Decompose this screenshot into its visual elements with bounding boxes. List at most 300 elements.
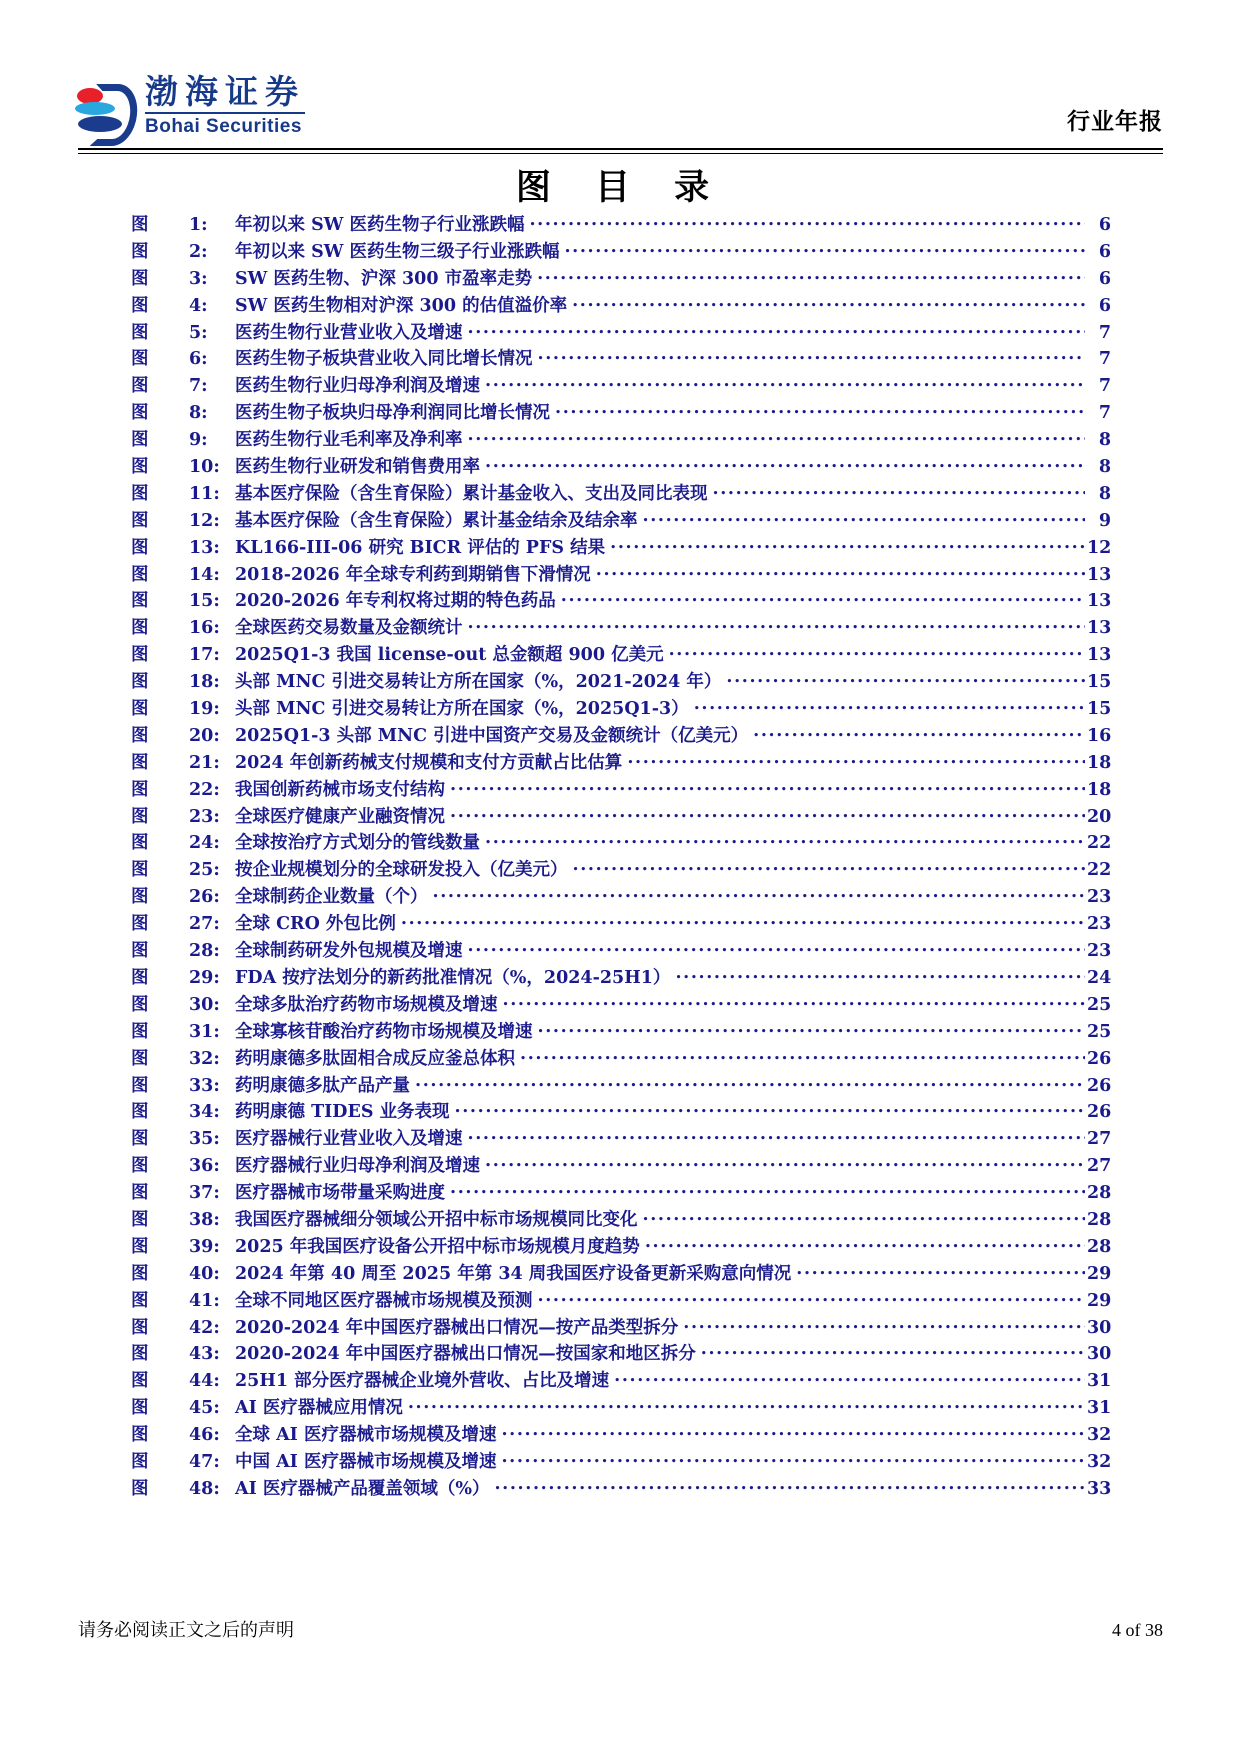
toc-entry-page: 31 xyxy=(1087,1371,1112,1392)
toc-entry-prefix: 图 xyxy=(131,215,149,235)
toc-entry-prefix: 图 xyxy=(131,1156,149,1177)
toc-entry-number: 18: xyxy=(189,672,220,693)
toc-entry-page: 15 xyxy=(1087,672,1112,693)
toc-entry-page: 30 xyxy=(1087,1344,1112,1365)
toc-entry-number: 5: xyxy=(189,322,208,343)
toc-entry-label: 全球不同地区医疗器械市场规模及预测 xyxy=(235,1290,533,1311)
toc-entry-number: 4: xyxy=(189,295,208,316)
toc-entry[interactable] xyxy=(131,614,1111,641)
toc-entry-page: 28 xyxy=(1087,1183,1112,1204)
toc-entry-number: 9: xyxy=(189,430,208,451)
toc-entry-number: 45: xyxy=(189,1398,220,1419)
toc-entry-prefix: 图 xyxy=(131,1102,149,1123)
toc-entry-label: 头部 MNC 引进交易转让方所在国家（%，2025Q1-3） xyxy=(235,699,689,720)
toc-entry-leader-dots xyxy=(538,1288,1086,1306)
toc-entry-number: 33: xyxy=(189,1075,220,1096)
toc-entry-number: 8: xyxy=(189,403,208,424)
toc-entry-leader-dots xyxy=(713,481,1086,499)
toc-entry-leader-dots xyxy=(564,239,1085,257)
toc-entry-prefix: 图 xyxy=(131,1075,149,1096)
toc-entry-number: 39: xyxy=(189,1236,220,1257)
toc-entry-label: 2025 年我国医疗设备公开招中标市场规模月度趋势 xyxy=(235,1236,640,1257)
toc-entry-number: 40: xyxy=(189,1263,220,1284)
toc-entry-label: 全球医药交易数量及金额统计 xyxy=(235,618,463,639)
toc-entry-prefix: 图 xyxy=(131,699,149,720)
toc-entry-page: 23 xyxy=(1087,914,1112,935)
toc-entry-number: 47: xyxy=(189,1451,220,1472)
toc-entry-leader-dots xyxy=(675,965,1085,983)
toc-entry[interactable] xyxy=(131,803,1111,830)
toc-entry-prefix: 图 xyxy=(131,1290,149,1311)
toc-entry-leader-dots xyxy=(555,401,1085,419)
toc-entry-label: 我国医疗器械细分领域公开招中标市场规模同比变化 xyxy=(235,1209,638,1230)
toc-entry-number: 11: xyxy=(189,483,220,504)
toc-entry-prefix: 图 xyxy=(131,1048,149,1069)
toc-entry-prefix: 图 xyxy=(131,1263,149,1284)
toc-entry-prefix: 图 xyxy=(131,887,149,908)
toc-entry-page: 26 xyxy=(1087,1075,1112,1096)
toc-entry-label: 全球医疗健康产业融资情况 xyxy=(235,806,445,827)
toc-entry-page: 29 xyxy=(1087,1290,1112,1311)
toc-entry-number: 27: xyxy=(189,914,220,935)
toc-entry-leader-dots xyxy=(529,213,1085,231)
toc-entry-page: 13 xyxy=(1087,645,1112,666)
toc-entry-leader-dots xyxy=(573,858,1086,876)
toc-entry-prefix: 图 xyxy=(131,430,149,451)
toc-entry-prefix: 图 xyxy=(131,1183,149,1204)
toc-entry-prefix: 图 xyxy=(131,1425,149,1446)
toc-entry[interactable] xyxy=(131,1233,1111,1260)
toc-entry-prefix: 图 xyxy=(131,672,149,693)
toc-entry-leader-dots xyxy=(596,562,1085,580)
toc-entry-prefix: 图 xyxy=(131,1209,149,1230)
toc-entry-page: 18 xyxy=(1087,752,1112,773)
toc-entry-number: 43: xyxy=(189,1344,220,1365)
toc-entry-page: 6 xyxy=(1098,295,1111,316)
toc-entry-page: 13 xyxy=(1087,591,1112,612)
toc-entry-page: 32 xyxy=(1087,1425,1112,1446)
toc-entry-leader-dots xyxy=(501,1423,1085,1441)
toc-entry-leader-dots xyxy=(726,670,1085,688)
toc-entry[interactable] xyxy=(131,1152,1111,1179)
toc-entry-number: 2: xyxy=(189,241,208,262)
logo-wordmark xyxy=(145,72,305,138)
toc-entry-label: 药明康德多肽产品产量 xyxy=(235,1075,410,1096)
toc-entry-label: 医药生物行业毛利率及净利率 xyxy=(235,430,463,451)
toc-entry-page: 6 xyxy=(1098,241,1111,262)
toc-entry[interactable] xyxy=(131,480,1111,507)
toc-entry[interactable] xyxy=(131,1260,1111,1287)
toc-entry-label: 药明康德 TIDES 业务表现 xyxy=(235,1102,450,1123)
toc-entry-label: 年初以来 SW 医药生物三级子行业涨跌幅 xyxy=(235,241,560,262)
toc-entry-label: 医药生物行业归母净利润及增速 xyxy=(235,376,480,397)
toc-entry-label: 年初以来 SW 医药生物子行业涨跌幅 xyxy=(235,215,525,235)
toc-entry-page: 7 xyxy=(1098,322,1111,343)
toc-entry-number: 14: xyxy=(189,564,220,585)
logo-divider xyxy=(145,112,305,114)
toc-entry[interactable] xyxy=(131,695,1111,722)
company-logo xyxy=(75,72,305,138)
toc-entry-page: 6 xyxy=(1098,268,1111,289)
toc-entry-number: 12: xyxy=(189,510,220,531)
toc-entry-label: 2024 年创新药械支付规模和支付方贡献占比估算 xyxy=(235,752,623,773)
toc-entry[interactable] xyxy=(131,856,1111,883)
toc-entry-leader-dots xyxy=(627,750,1085,768)
toc-entry-prefix: 图 xyxy=(131,322,149,343)
toc-entry-label: 全球制药研发外包规模及增速 xyxy=(235,941,463,962)
toc-entry-page: 13 xyxy=(1087,618,1112,639)
toc-entry[interactable] xyxy=(131,587,1111,614)
toc-entry-page: 9 xyxy=(1098,510,1111,531)
toc-entry-leader-dots xyxy=(485,455,1085,473)
toc-entry-page: 18 xyxy=(1087,779,1112,800)
toc-entry[interactable] xyxy=(131,722,1111,749)
toc-entry-number: 16: xyxy=(189,618,220,639)
toc-entry-leader-dots xyxy=(796,1261,1085,1279)
toc-entry-prefix: 图 xyxy=(131,967,149,988)
toc-entry-leader-dots xyxy=(701,1342,1085,1360)
toc-entry-page: 6 xyxy=(1098,215,1111,235)
toc-entry-number: 30: xyxy=(189,994,220,1015)
toc-entry-page: 33 xyxy=(1087,1478,1112,1499)
toc-entry-leader-dots xyxy=(520,1046,1085,1064)
toc-entry-leader-dots xyxy=(503,992,1086,1010)
toc-entry[interactable] xyxy=(131,668,1111,695)
toc-entry-number: 7: xyxy=(189,376,208,397)
toc-entry-leader-dots xyxy=(643,508,1086,526)
toc-entry-label: FDA 按疗法划分的新药批准情况（%，2024-25H1） xyxy=(235,967,671,988)
toc-entry[interactable] xyxy=(131,399,1111,426)
toc-entry[interactable] xyxy=(131,453,1111,480)
toc-entry-label: AI 医疗器械产品覆盖领域（%） xyxy=(235,1478,490,1499)
toc-entry-leader-dots xyxy=(645,1234,1085,1252)
toc-entry-leader-dots xyxy=(669,643,1085,661)
toc-entry-prefix: 图 xyxy=(131,1344,149,1365)
toc-entry-number: 35: xyxy=(189,1129,220,1150)
toc-entry-page: 24 xyxy=(1087,967,1112,988)
toc-entry-page: 7 xyxy=(1098,376,1111,397)
toc-entry[interactable] xyxy=(131,534,1111,561)
toc-entry[interactable] xyxy=(131,1367,1111,1394)
toc-entry-page: 7 xyxy=(1098,349,1111,370)
toc-entry-page: 25 xyxy=(1087,1021,1112,1042)
toc-entry-prefix: 图 xyxy=(131,564,149,585)
toc-entry[interactable] xyxy=(131,883,1111,910)
toc-entry-prefix: 图 xyxy=(131,806,149,827)
toc-entry-prefix: 图 xyxy=(131,1236,149,1257)
toc-entry-page: 25 xyxy=(1087,994,1112,1015)
bohai-logo-mark-icon xyxy=(75,82,137,138)
toc-entry-leader-dots xyxy=(433,885,1086,903)
toc-entry-prefix: 图 xyxy=(131,1478,149,1499)
toc-entry-number: 6: xyxy=(189,349,208,370)
toc-entry-number: 10: xyxy=(189,457,220,478)
toc-entry-prefix: 图 xyxy=(131,1451,149,1472)
toc-entry-prefix: 图 xyxy=(131,295,149,316)
toc-entry-leader-dots xyxy=(683,1315,1085,1333)
logo-chinese-name: 渤海证券 xyxy=(145,72,305,112)
toc-entry-prefix: 图 xyxy=(131,241,149,262)
toc-entry[interactable] xyxy=(131,211,1111,238)
toc-entry[interactable] xyxy=(131,507,1111,534)
toc-entry-leader-dots xyxy=(538,1019,1086,1037)
toc-entry-number: 3: xyxy=(189,268,208,289)
toc-entry[interactable] xyxy=(131,1314,1111,1341)
toc-entry-number: 32: xyxy=(189,1048,220,1069)
toc-entry-prefix: 图 xyxy=(131,591,149,612)
footer-disclaimer: 请务必阅读正文之后的声明 xyxy=(78,1620,294,1641)
toc-entry-label: 2020-2026 年专利权将过期的特色药品 xyxy=(235,591,556,612)
toc-entry[interactable] xyxy=(131,1179,1111,1206)
toc-entry-number: 1: xyxy=(189,215,208,235)
toc-entry-prefix: 图 xyxy=(131,376,149,397)
toc-entry-label: 全球多肽治疗药物市场规模及增速 xyxy=(235,994,498,1015)
toc-entry-page: 22 xyxy=(1087,860,1112,881)
toc-entry-leader-dots xyxy=(494,1476,1085,1494)
toc-entry[interactable] xyxy=(131,1018,1111,1045)
toc-entry-leader-dots xyxy=(694,697,1085,715)
toc-entry-page: 7 xyxy=(1098,403,1111,424)
toc-entry-leader-dots xyxy=(501,1449,1085,1467)
toc-entry-label: 医药生物行业营业收入及增速 xyxy=(235,322,463,343)
toc-entry[interactable] xyxy=(131,1448,1111,1475)
footer-page-number: 4 of 38 xyxy=(1112,1620,1163,1640)
toc-entry-leader-dots xyxy=(468,320,1086,338)
toc-entry[interactable] xyxy=(131,776,1111,803)
toc-entry-number: 44: xyxy=(189,1371,220,1392)
toc-entry-prefix: 图 xyxy=(131,403,149,424)
toc-entry[interactable] xyxy=(131,426,1111,453)
toc-entry-page: 30 xyxy=(1087,1317,1112,1338)
toc-entry-number: 26: xyxy=(189,887,220,908)
toc-entry-number: 42: xyxy=(189,1317,220,1338)
toc-entry-prefix: 图 xyxy=(131,349,149,370)
toc-entry-prefix: 图 xyxy=(131,645,149,666)
toc-entry-leader-dots xyxy=(450,804,1085,822)
toc-entry-leader-dots xyxy=(614,1369,1085,1387)
toc-entry[interactable] xyxy=(131,1475,1111,1502)
toc-entry-label: 按企业规模划分的全球研发投入（亿美元） xyxy=(235,860,568,881)
toc-entry[interactable] xyxy=(131,964,1111,991)
toc-entry-label: 全球制药企业数量（个） xyxy=(235,887,428,908)
toc-entry-label: 2020-2024 年中国医疗器械出口情况—按国家和地区拆分 xyxy=(235,1344,696,1365)
toc-entry-prefix: 图 xyxy=(131,510,149,531)
toc-entry-leader-dots xyxy=(572,293,1085,311)
toc-entry-label: 基本医疗保险（含生育保险）累计基金收入、支出及同比表现 xyxy=(235,483,708,504)
toc-entry-prefix: 图 xyxy=(131,914,149,935)
toc-entry-label: 药明康德多肽固相合成反应釜总体积 xyxy=(235,1048,515,1069)
toc-entry-leader-dots xyxy=(468,616,1086,634)
toc-entry-number: 19: xyxy=(189,699,220,720)
toc-entry[interactable] xyxy=(131,749,1111,776)
toc-entry[interactable] xyxy=(131,1098,1111,1125)
toc-entry-number: 28: xyxy=(189,941,220,962)
toc-entry-number: 34: xyxy=(189,1102,220,1123)
toc-entry-prefix: 图 xyxy=(131,1317,149,1338)
toc-entry[interactable] xyxy=(131,345,1111,372)
toc-entry-page: 16 xyxy=(1087,725,1112,746)
toc-entry-prefix: 图 xyxy=(131,1371,149,1392)
toc-entry-page: 27 xyxy=(1087,1156,1112,1177)
toc-entry-number: 36: xyxy=(189,1156,220,1177)
toc-entry-leader-dots xyxy=(450,777,1085,795)
toc-entry-label: 医药生物行业研发和销售费用率 xyxy=(235,457,480,478)
toc-entry-number: 22: xyxy=(189,779,220,800)
toc-entry-number: 17: xyxy=(189,645,220,666)
toc-entry-label: 医疗器械行业营业收入及增速 xyxy=(235,1129,463,1150)
toc-entry[interactable] xyxy=(131,265,1111,292)
toc-entry-label: 25H1 部分医疗器械企业境外营收、占比及增速 xyxy=(235,1371,610,1392)
toc-entry-leader-dots xyxy=(485,1154,1085,1172)
toc-entry-label: 医疗器械市场带量采购进度 xyxy=(235,1183,445,1204)
toc-entry-number: 48: xyxy=(189,1478,220,1499)
toc-entry-prefix: 图 xyxy=(131,860,149,881)
toc-entry[interactable] xyxy=(131,1287,1111,1314)
toc-entry[interactable] xyxy=(131,1125,1111,1152)
toc-entry-page: 28 xyxy=(1087,1236,1112,1257)
toc-entry-page: 26 xyxy=(1087,1102,1112,1123)
toc-entry[interactable] xyxy=(131,1045,1111,1072)
figure-table-of-contents xyxy=(131,211,1111,1502)
toc-entry-leader-dots xyxy=(485,831,1085,849)
toc-entry-number: 31: xyxy=(189,1021,220,1042)
toc-entry-leader-dots xyxy=(415,1073,1085,1091)
toc-entry-leader-dots xyxy=(538,347,1086,365)
toc-entry-prefix: 图 xyxy=(131,1021,149,1042)
toc-entry-number: 21: xyxy=(189,752,220,773)
toc-entry-label: AI 医疗器械应用情况 xyxy=(235,1398,403,1419)
toc-entry-leader-dots xyxy=(401,912,1085,930)
toc-entry-page: 8 xyxy=(1098,457,1111,478)
toc-entry-page: 27 xyxy=(1087,1129,1112,1150)
toc-entry-label: 2025Q1-3 我国 license-out 总金额超 900 亿美元 xyxy=(235,645,664,666)
toc-entry-prefix: 图 xyxy=(131,618,149,639)
toc-entry-leader-dots xyxy=(450,1181,1085,1199)
logo-english-name: Bohai Securities xyxy=(145,116,302,137)
toc-entry-label: 医药生物子板块营业收入同比增长情况 xyxy=(235,349,533,370)
toc-entry[interactable] xyxy=(131,829,1111,856)
toc-entry-label: 医药生物子板块归母净利润同比增长情况 xyxy=(235,403,550,424)
toc-entry-prefix: 图 xyxy=(131,994,149,1015)
page-title: 图 目 录 xyxy=(515,167,726,208)
toc-entry-page: 23 xyxy=(1087,941,1112,962)
toc-entry-leader-dots xyxy=(408,1396,1085,1414)
toc-entry-number: 13: xyxy=(189,537,220,558)
toc-entry-page: 29 xyxy=(1087,1263,1112,1284)
toc-entry-prefix: 图 xyxy=(131,779,149,800)
toc-entry-label: 全球 AI 医疗器械市场规模及增速 xyxy=(235,1425,497,1446)
toc-entry[interactable] xyxy=(131,641,1111,668)
toc-entry[interactable] xyxy=(131,372,1111,399)
toc-entry-label: SW 医药生物相对沪深 300 的估值溢价率 xyxy=(235,295,568,316)
toc-entry[interactable] xyxy=(131,991,1111,1018)
toc-entry-page: 12 xyxy=(1087,537,1112,558)
toc-entry[interactable] xyxy=(131,561,1111,588)
toc-entry-label: 医疗器械行业归母净利润及增速 xyxy=(235,1156,480,1177)
toc-entry-page: 8 xyxy=(1098,430,1111,451)
toc-entry-label: 全球 CRO 外包比例 xyxy=(235,914,396,935)
toc-entry-leader-dots xyxy=(537,266,1085,284)
toc-entry-number: 29: xyxy=(189,967,220,988)
toc-entry-page: 22 xyxy=(1087,833,1112,854)
page-footer xyxy=(78,1616,1163,1642)
toc-entry[interactable] xyxy=(131,1421,1111,1448)
toc-entry-leader-dots xyxy=(455,1100,1085,1118)
toc-entry-number: 24: xyxy=(189,833,220,854)
toc-entry-label: SW 医药生物、沪深 300 市盈率走势 xyxy=(235,268,533,289)
toc-entry-number: 38: xyxy=(189,1209,220,1230)
toc-entry[interactable] xyxy=(131,1072,1111,1099)
toc-entry-leader-dots xyxy=(610,535,1085,553)
toc-entry-page: 31 xyxy=(1087,1398,1112,1419)
toc-entry-number: 37: xyxy=(189,1183,220,1204)
toc-entry-label: 全球寡核苷酸治疗药物市场规模及增速 xyxy=(235,1021,533,1042)
toc-entry-page: 28 xyxy=(1087,1209,1112,1230)
toc-entry[interactable] xyxy=(131,319,1111,346)
toc-entry-label: 中国 AI 医疗器械市场规模及增速 xyxy=(235,1451,497,1472)
toc-entry-prefix: 图 xyxy=(131,483,149,504)
toc-entry[interactable] xyxy=(131,1340,1111,1367)
page-header xyxy=(0,0,1241,150)
toc-entry-prefix: 图 xyxy=(131,1129,149,1150)
toc-entry-prefix: 图 xyxy=(131,268,149,289)
header-rule-thin xyxy=(78,153,1163,154)
header-rule-thick xyxy=(78,148,1163,150)
report-type-label: 行业年报 xyxy=(1067,108,1163,135)
toc-entry-number: 20: xyxy=(189,725,220,746)
toc-entry[interactable] xyxy=(131,937,1111,964)
toc-entry-leader-dots xyxy=(561,589,1085,607)
toc-entry-prefix: 图 xyxy=(131,752,149,773)
toc-entry-label: 2018-2026 年全球专利药到期销售下滑情况 xyxy=(235,564,591,585)
toc-entry-label: 全球按治疗方式划分的管线数量 xyxy=(235,833,480,854)
toc-entry-page: 13 xyxy=(1087,564,1112,585)
toc-entry-label: 我国创新药械市场支付结构 xyxy=(235,779,445,800)
toc-entry-leader-dots xyxy=(485,374,1085,392)
toc-entry[interactable] xyxy=(131,1394,1111,1421)
toc-entry-leader-dots xyxy=(753,723,1085,741)
toc-entry-number: 46: xyxy=(189,1425,220,1446)
toc-entry-page: 8 xyxy=(1098,483,1111,504)
toc-entry[interactable] xyxy=(131,292,1111,319)
toc-entry-prefix: 图 xyxy=(131,1398,149,1419)
toc-entry-leader-dots xyxy=(468,428,1086,446)
toc-entry-label: KL166-III-06 研究 BICR 评估的 PFS 结果 xyxy=(235,537,606,558)
toc-entry-number: 15: xyxy=(189,591,220,612)
toc-entry-page: 20 xyxy=(1087,806,1112,827)
toc-entry-prefix: 图 xyxy=(131,941,149,962)
toc-entry[interactable] xyxy=(131,238,1111,265)
toc-entry[interactable] xyxy=(131,1206,1111,1233)
toc-entry-page: 23 xyxy=(1087,887,1112,908)
toc-entry-label: 基本医疗保险（含生育保险）累计基金结余及结余率 xyxy=(235,510,638,531)
toc-entry-page: 32 xyxy=(1087,1451,1112,1472)
toc-entry-prefix: 图 xyxy=(131,725,149,746)
toc-entry-prefix: 图 xyxy=(131,537,149,558)
toc-entry-label: 2025Q1-3 头部 MNC 引进中国资产交易及金额统计（亿美元） xyxy=(235,725,749,746)
toc-entry-prefix: 图 xyxy=(131,833,149,854)
toc-entry[interactable] xyxy=(131,910,1111,937)
toc-entry-number: 23: xyxy=(189,806,220,827)
toc-entry-page: 15 xyxy=(1087,699,1112,720)
toc-entry-label: 头部 MNC 引进交易转让方所在国家（%，2021-2024 年） xyxy=(235,672,722,693)
toc-entry-number: 25: xyxy=(189,860,220,881)
toc-entry-page: 26 xyxy=(1087,1048,1112,1069)
toc-entry-prefix: 图 xyxy=(131,457,149,478)
toc-entry-leader-dots xyxy=(468,939,1086,957)
toc-entry-label: 2020-2024 年中国医疗器械出口情况—按产品类型拆分 xyxy=(235,1317,679,1338)
toc-entry-leader-dots xyxy=(468,1127,1086,1145)
